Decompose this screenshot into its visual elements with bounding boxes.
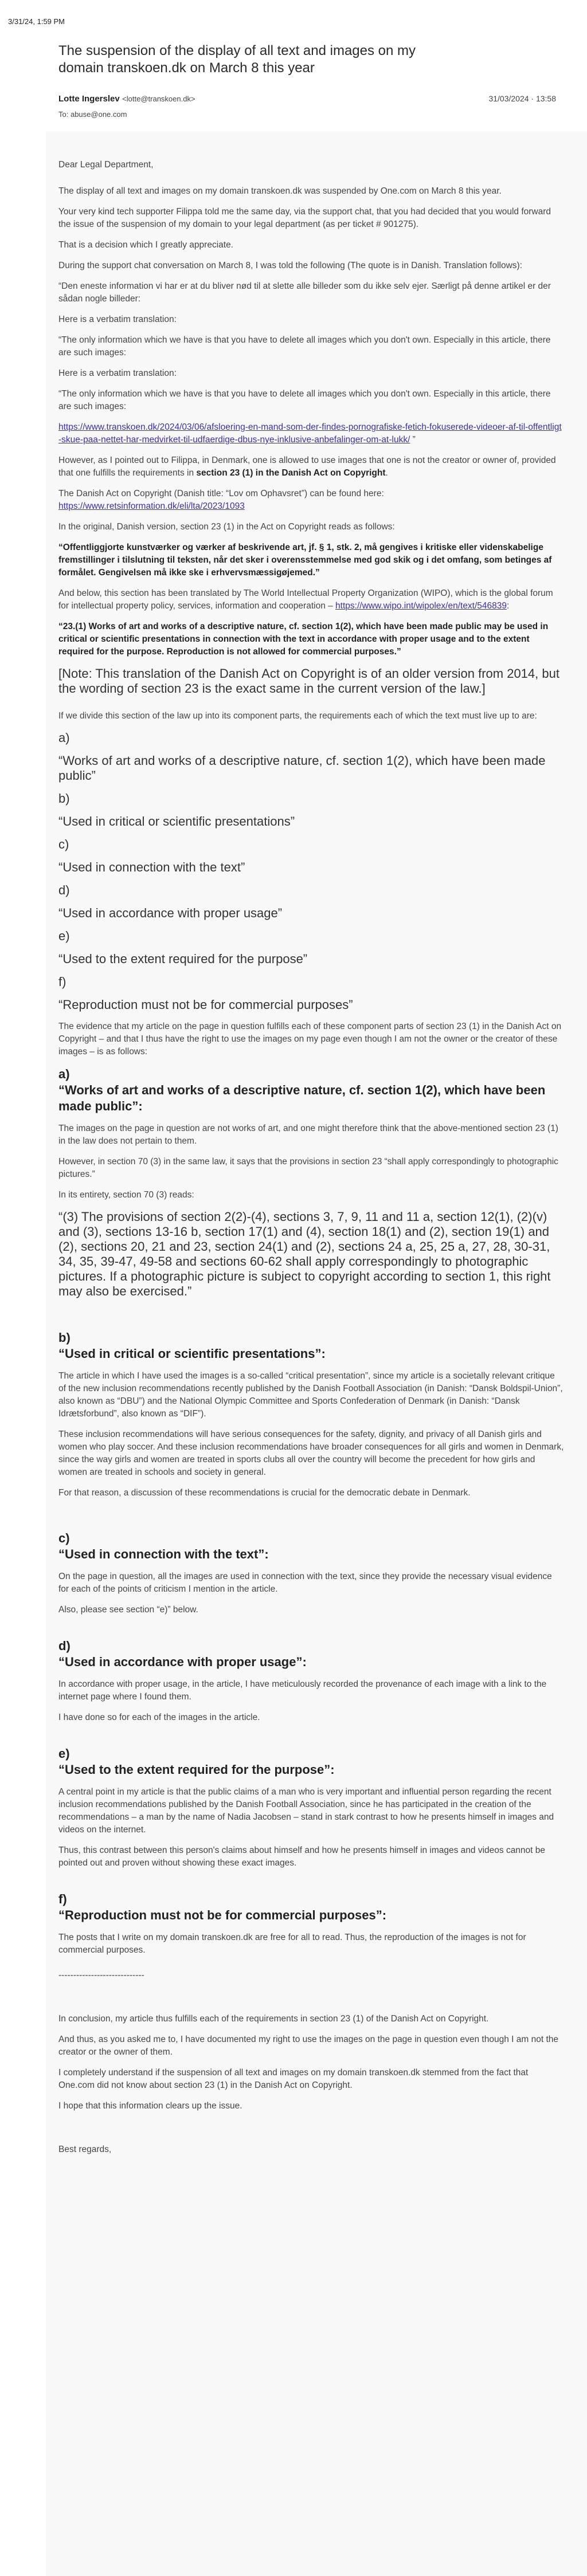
section-a <box>58 1066 564 1299</box>
text: The Danish Act on Copyright (Danish title: “Lov om Ophavsret”) can be found here: <box>58 489 384 498</box>
translation-quote: “The only information which we have is that you have to delete all images which you don't own. Especially in this article, there are such images: <box>58 389 551 411</box>
emphasis: section 23 (1) in the Danish Act on Copyright <box>196 468 386 478</box>
print-date: 3/31/24, 1:59 PM <box>8 17 65 26</box>
note: [Note: This translation of the Danish Act on Copyright is of an older version from 2014, but the wording of section 23 is the exact same in the current version of the law.] <box>58 666 559 696</box>
paragraph: During the support chat conversation on March 8, I was told the following (The quote is in Danish. Translation follows): <box>58 261 522 270</box>
section-title: “Used in accordance with proper usage”: <box>58 1655 307 1669</box>
greeting: Dear Legal Department, <box>58 160 154 170</box>
paragraph: For that reason, a discussion of these recommendations is crucial for the democratic debate in Denmark. <box>58 1488 471 1498</box>
quote-end: ” <box>410 435 416 445</box>
paragraph: On the page in question, all the images are used in connection with the text, since they provide the necessary visual evidence for each of the points of criticism I mention in the article. <box>58 1572 552 1594</box>
paragraph: The evidence that my article on the page in question fulfills each of these component parts of section 23 (1) in the Danish Act on Copyright – and that I thus have the right to use the images on my page even though I am not the owner or the creator of these images – is as follows: <box>58 1022 562 1057</box>
paragraph: In accordance with proper usage, in the article, I have meticulously recorded the provenance of each image with a link to the internet page where I found them. <box>58 1679 547 1702</box>
requirement-letter: a) <box>58 731 70 745</box>
paragraph: I completely understand if the suspension of all text and images on my domain transkoen.dk stemmed from the fact that One.com did not know about section 23 (1) in the Danish Act on Copyright. <box>58 2068 529 2090</box>
recipient-email: abuse@one.com <box>70 110 127 119</box>
divider: ----------------------------- <box>58 1970 144 1980</box>
email-body <box>46 131 587 2156</box>
requirement-text: “Used to the extent required for the purpose” <box>58 952 308 966</box>
paragraph: In its entirety, section 70 (3) reads: <box>58 1190 194 1200</box>
requirement-letter: d) <box>58 883 70 897</box>
paragraph: The posts that I write on my domain transkoen.dk are free for all to read. Thus, the reproduction of the images is not for commercial purposes. <box>58 1933 526 1955</box>
requirement-text: “Used in accordance with proper usage” <box>58 906 283 920</box>
paragraph: I hope that this information clears up the issue. <box>58 2101 242 2111</box>
paragraph: I have done so for each of the images in the article. <box>58 1713 260 1722</box>
paragraph: Also, please see section “e)” below. <box>58 1605 198 1615</box>
paragraph: Your very kind tech supporter Filippa told me the same day, via the support chat, that you had decided that you would forward the issue of the suspension of my domain to your legal department (as per ticket # 901275). <box>58 207 551 229</box>
paragraph: In the original, Danish version, section 23 (1) in the Act on Copyright reads as follows: <box>58 522 395 532</box>
list-item <box>58 837 564 875</box>
section-letter: d) <box>58 1639 71 1653</box>
list-item <box>58 791 564 829</box>
article-link-paragraph <box>58 421 564 446</box>
section-70-quote: “(3) The provisions of section 2(2)-(4), sections 3, 7, 9, 11 and 11 a, section 12(1), (2)(v) and (3), sections 13-16 b, section 17(1) and (4), section 18(1) and (2), section 19(1) and (2), sections 20, 21 and 23, section 24(1) and (2), sections 24 a, 25, 25 a, 27, 28, 30-31, 34, 35, 39-47, 49-58 and sections 60-62 shall apply correspondingly to photographic pictures. If a photographic picture is subject to copyright according to section 1, this right may also be exercised.” <box>58 1210 551 1298</box>
section-letter: b) <box>58 1330 71 1345</box>
sender-row <box>58 94 556 104</box>
article-link[interactable]: https://www.transkoen.dk/2024/03/06/afsloering-en-mand-som-der-findes-pornografiske-fetich-fokuserede-videoer-af-til-offentligt-skue-paa-nettet-har-medvirket-til-udfaerdige-dbus-nye-inklusive-anbefalinger-om-at-lukk/ <box>58 422 562 445</box>
paragraph: The article in which I have used the images is a so-called “critical presentation”, since my article is a societally relevant critique of the new inclusion recommendations recently published by the Danish Football Association (in Danish: “Dansk Boldspil-Union”, also known as “DBU”) and the National Olympic Committee and Sports Confederation of Denmark (in Danish: “Dansk Idrætsforbund”, also known as “DIF”). <box>58 1371 563 1419</box>
list-item <box>58 731 564 783</box>
section-d <box>58 1638 564 1724</box>
text: However, as I pointed out to Filippa, in Denmark, one is allowed to use images that one is not the creator or owner of, provided that one fulfills the requirements in <box>58 455 556 478</box>
list-item <box>58 975 564 1012</box>
section-title: “Works of art and works of a descriptive nature, cf. section 1(2), which have been made public”: <box>58 1083 546 1113</box>
closing: Best regards, <box>58 2145 112 2154</box>
translation-quote: “The only information which we have is that you have to delete all images which you don't own. Especially in this article, there are such images: <box>58 335 551 358</box>
paragraph: Here is a verbatim translation: <box>58 315 177 324</box>
paragraph: Here is a verbatim translation: <box>58 368 177 378</box>
paragraph: If we divide this section of the law up into its component parts, the requirements each of which the text must live up to are: <box>58 711 537 721</box>
wipo-link[interactable]: https://www.wipo.int/wipolex/en/text/546839 <box>335 601 507 611</box>
list-item <box>58 883 564 921</box>
requirements-list <box>58 731 564 1012</box>
danish-law-quote: “Offentliggjorte kunstværker og værker af beskrivende art, jf. § 1, stk. 2, må gengives i kritiske eller videnskabelige fremstillinger i tilslutning til teksten, når det sker i overensstemmelse med god skik og i det omfang, som betinges af formålet. Gengivelsen må ikke ske i erhvervsmæssigøjemed.” <box>58 543 552 578</box>
section-letter: e) <box>58 1746 70 1761</box>
sender <box>58 94 195 104</box>
email-view <box>46 32 587 2576</box>
paragraph: The images on the page in question are not works of art, and one might therefore think that the above-mentioned section 23 (1) in the law does not pertain to them. <box>58 1124 558 1146</box>
paragraph: These inclusion recommendations will have serious consequences for the safety, dignity, and privacy of all Danish girls and women who play soccer. And these inclusion recommendations have broader consequences for all girls and women in Denmark, since the way girls and women are treated in sports clubs all over the country will become the precedent for how girls and women are treated in schools and society in general. <box>58 1430 564 1477</box>
section-c <box>58 1530 564 1616</box>
requirement-text: “Works of art and works of a descriptive nature, cf. section 1(2), which have been made public” <box>58 753 546 783</box>
paragraph: And thus, as you asked me to, I have documented my right to use the images on the page in question even though I am not the creator or the owner of them. <box>58 2035 558 2057</box>
requirement-text: “Reproduction must not be for commercial purposes” <box>58 998 353 1012</box>
requirement-text: “Used in critical or scientific presentations” <box>58 814 295 828</box>
section-title: “Used in critical or scientific presentations”: <box>58 1346 326 1361</box>
section-title: “Reproduction must not be for commercial purposes”: <box>58 1908 387 1922</box>
section-e <box>58 1746 564 1870</box>
section-letter: f) <box>58 1892 67 1906</box>
to-label: To: <box>58 110 69 119</box>
email-header <box>46 32 587 131</box>
list-item <box>58 929 564 967</box>
section-title: “Used in connection with the text”: <box>58 1547 269 1561</box>
paragraph: Thus, this contrast between this person's claims about himself and how he presents himself in images and videos cannot be pointed out and proven without showing these exact images. <box>58 1845 546 1868</box>
requirement-letter: f) <box>58 975 66 989</box>
section-letter: c) <box>58 1531 70 1545</box>
sent-timestamp: 31/03/2024 · 13:58 <box>488 94 556 103</box>
section-title: “Used to the extent required for the purpose”: <box>58 1762 335 1777</box>
requirement-letter: c) <box>58 837 69 851</box>
section-f <box>58 1891 564 1957</box>
paragraph <box>58 587 564 612</box>
danish-quote: “Den eneste information vi har er at du bliver nød til at slette alle billeder som du ikke selv ejer. Særligt på denne artikel er der sådan nogle billeder: <box>58 281 551 304</box>
requirement-letter: e) <box>58 929 70 943</box>
recipient-row <box>58 110 556 119</box>
paragraph <box>58 454 564 480</box>
email-subject: The suspension of the display of all text and images on my domain transkoen.dk on March 8 this year <box>58 43 416 76</box>
requirement-letter: b) <box>58 791 70 806</box>
paragraph <box>58 488 564 513</box>
english-law-quote: “23.(1) Works of art and works of a descriptive nature, cf. section 1(2), which have been made public may be used in critical or scientific presentations in connection with the text in accordance with proper usage and to the extent required for the purpose. Reproduction is not allowed for commercial purposes.” <box>58 622 549 657</box>
paragraph: However, in section 70 (3) in the same law, it says that the provisions in section 23 “shall apply correspondingly to photographic pictures.” <box>58 1157 558 1179</box>
section-b <box>58 1330 564 1499</box>
text: And below, this section has been translated by The World Intellectual Property Organization (WIPO), which is the global forum for intellectual property policy, services, information and cooperation – <box>58 588 553 611</box>
retsinformation-link[interactable]: https://www.retsinformation.dk/eli/lta/2023/1093 <box>58 501 245 511</box>
sender-name: Lotte Ingerslev <box>58 94 120 104</box>
sender-email: <lotte@transkoen.dk> <box>122 95 195 103</box>
paragraph: That is a decision which I greatly appreciate. <box>58 240 233 250</box>
section-letter: a) <box>58 1067 70 1081</box>
paragraph: The display of all text and images on my domain transkoen.dk was suspended by One.com on March 8 this year. <box>58 186 502 196</box>
text: . <box>385 468 388 478</box>
text: : <box>507 601 510 611</box>
requirement-text: “Used in connection with the text” <box>58 860 245 874</box>
paragraph: In conclusion, my article thus fulfills each of the requirements in section 23 (1) of the Danish Act on Copyright. <box>58 2014 489 2024</box>
paragraph: A central point in my article is that the public claims of a man who is very important and influential person regarding the recent inclusion recommendations published by the Danish Football Association, since he has participated in the creation of the recommendations – a man by the name of Nadia Jacobsen – stand in stark contrast to how he presents himself in images and videos on the internet. <box>58 1787 554 1835</box>
